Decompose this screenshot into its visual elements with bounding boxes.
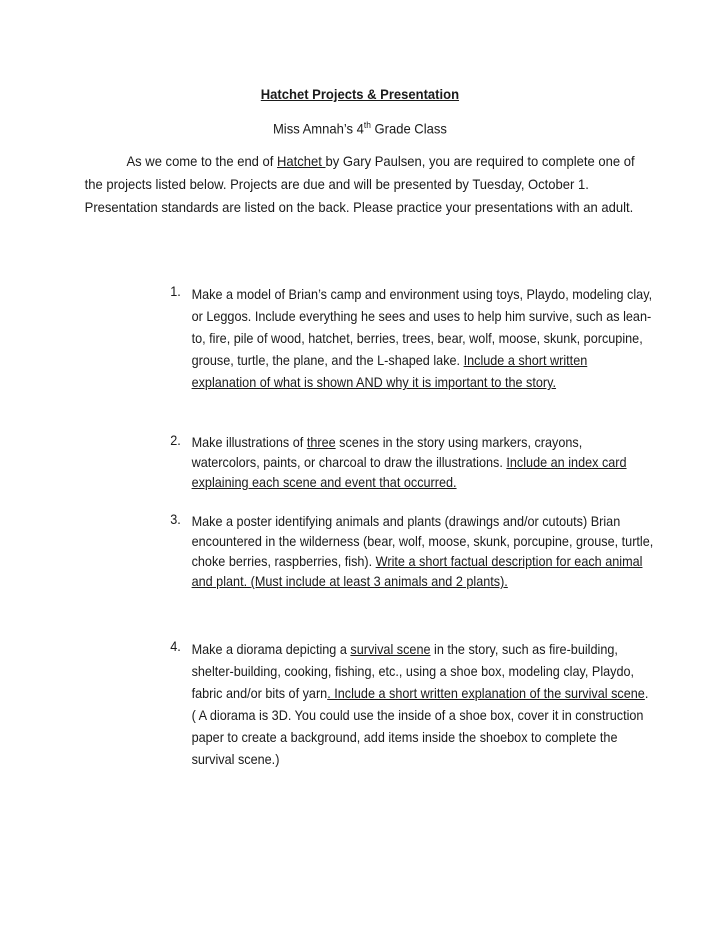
item-number: 4. xyxy=(170,639,181,654)
item-text-pre: Make a diorama depicting a xyxy=(191,642,351,657)
item-text-mid: scenes in the story using markers, crayons, watercolors, paints, or charcoal to draw the illustrations. xyxy=(191,435,583,470)
item-body xyxy=(192,639,654,771)
item-emphasis: three xyxy=(306,435,336,450)
item-number: 2. xyxy=(170,433,181,448)
intro-part1: As we come to the end of xyxy=(126,153,278,169)
subtitle-superscript: th xyxy=(363,120,371,130)
item-text-pre: Make illustrations of xyxy=(191,435,307,450)
item-emphasis: survival scene xyxy=(350,642,431,657)
item-text: Make a model of Brian’s camp and environment using toys, Playdo, modeling clay, or Leggos. Include everything he sees and uses to help him survive, such as lean-to, fire, pile of wood, hatchet, berries, trees, bear, wolf, moose, skunk, porcupine, grouse, turtle, the plane, and the L-shaped lake. xyxy=(191,287,653,368)
project-item-1 xyxy=(170,284,654,394)
project-item-4 xyxy=(170,639,654,771)
item-requirement: . Include a short written explanation of the survival scene xyxy=(327,686,645,701)
subtitle-prefix: Miss Amnah’s 4 xyxy=(272,120,364,137)
intro-paragraph xyxy=(85,150,643,219)
page-title: Hatchet Projects & Presentation xyxy=(260,86,460,102)
item-number: 1. xyxy=(170,284,181,299)
item-requirement: Write a short factual description for each animal and plant. (Must include at least 3 animals and 2 plants). xyxy=(191,554,643,589)
item-body xyxy=(192,284,654,394)
item-requirement: Include an index card explaining each scene and event that occurred. xyxy=(191,455,627,490)
class-subtitle xyxy=(0,120,720,137)
item-body xyxy=(192,512,654,592)
project-item-2 xyxy=(170,433,654,493)
project-item-3 xyxy=(170,512,654,592)
item-text: Make a poster identifying animals and plants (drawings and/or cutouts) Brian encountered in the wilderness (bear, wolf, moose, skunk, porcupine, grouse, turtle, choke berries, raspberries, fish). xyxy=(191,514,654,569)
item-text-post: . ( A diorama is 3D. You could use the inside of a shoe box, cover it in construction paper to create a background, add items inside the shoebox to complete the survival scene.) xyxy=(191,686,649,767)
subtitle-suffix: Grade Class xyxy=(370,120,447,137)
item-number: 3. xyxy=(170,512,181,527)
intro-part2: by Gary Paulsen, you are required to complete one of the projects listed below. Projects are due and will be presented by Tuesday, October 1. Presentation standards are listed on the back. Please practice your presentations with an adult. xyxy=(84,153,635,215)
item-body xyxy=(192,433,654,493)
item-text-mid: in the story, such as fire-building, shelter-building, cooking, fishing, etc., using a shoe box, modeling clay, Playdo, fabric and/or bits of yarn xyxy=(191,642,635,701)
book-title: Hatchet xyxy=(277,153,326,169)
item-requirement: Include a short written explanation of what is shown AND why it is important to the story. xyxy=(191,353,588,390)
